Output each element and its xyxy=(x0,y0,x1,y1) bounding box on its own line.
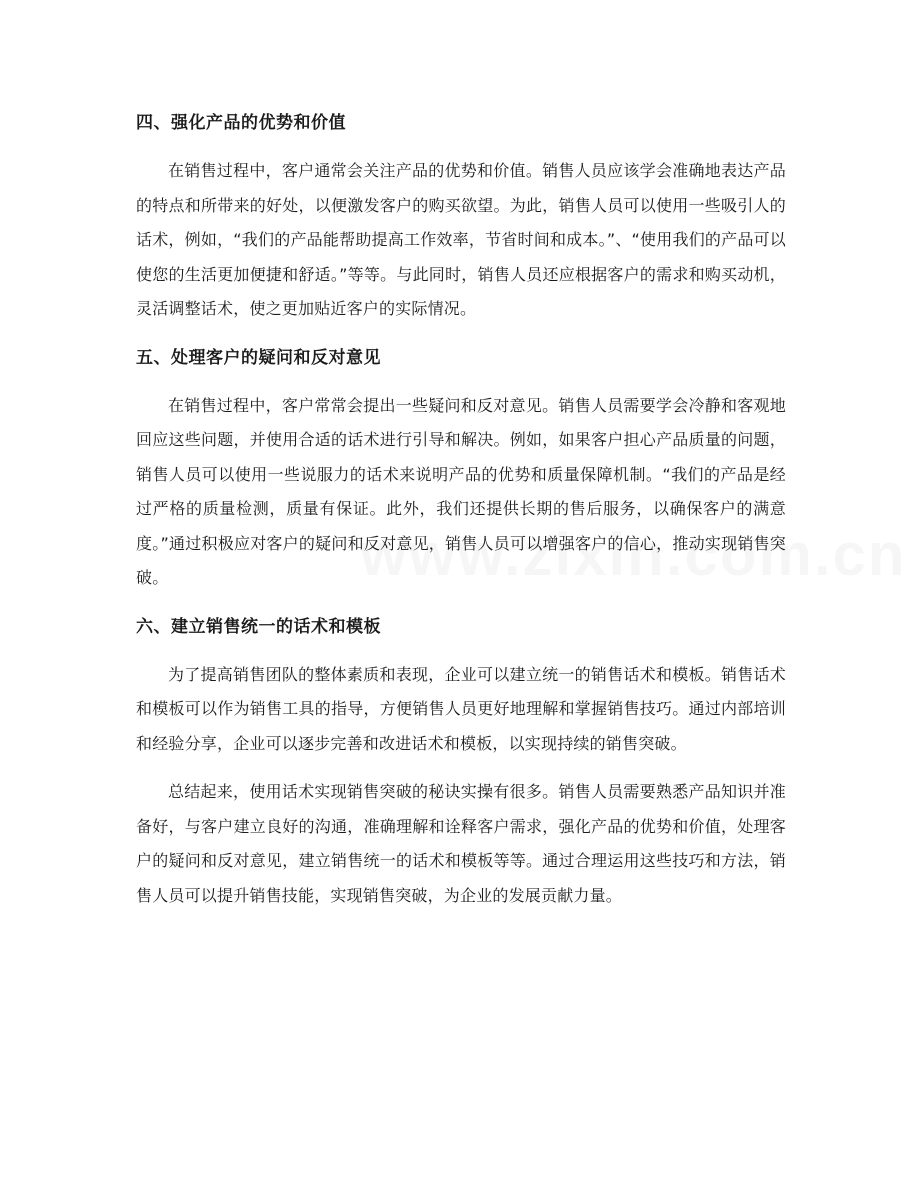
section-heading: 四、强化产品的优势和价值 xyxy=(136,113,346,133)
document-body xyxy=(136,106,786,927)
paragraph: 在销售过程中，客户通常会关注产品的优势和价值。销售人员应该学会准确地表达产品的特点和所带来的好处，以便激发客户的购买欲望。为此，销售人员可以使用一些吸引人的话术，例如，“我们的产品能帮助提高工作效率，节省时间和成本。”、“使用我们的产品可以使您的生活更加便捷和舒适。”等等。与此同时，销售人员还应根据客户的需求和购买动机，灵活调整话术，使之更加贴近客户的实际情况。 xyxy=(136,161,786,318)
section-4 xyxy=(136,106,786,327)
section-heading: 六、建立销售统一的话术和模板 xyxy=(136,616,381,637)
paragraph: 在销售过程中，客户常常会提出一些疑问和反对意见。销售人员需要学会冷静和客观地回应这些问题，并使用合适的话术进行引导和解决。例如，如果客户担心产品质量的问题，销售人员可以使用一些说服力的话术来说明产品的优势和质量保障机制。“我们的产品是经过严格的质量检测，质量有保证。此外，我们还提供长期的售后服务，以确保客户的满意度。”通过积极应对客户的疑问和反对意见，销售人员可以增强客户的信心，推动实现销售突破。 xyxy=(136,395,786,587)
paragraph: 为了提高销售团队的整体素质和表现，企业可以建立统一的销售话术和模板。销售话术和模板可以作为销售工具的指导，方便销售人员更好地理解和掌握销售技巧。通过内部培训和经验分享，企业可以逐步完善和改进话术和模板，以实现持续的销售突破。 xyxy=(136,664,786,753)
section-6 xyxy=(136,610,786,914)
section-5 xyxy=(136,341,786,596)
section-heading: 五、处理客户的疑问和反对意见 xyxy=(136,347,381,368)
summary-paragraph: 总结起来，使用话术实现销售突破的秘诀实操有很多。销售人员需要熟悉产品知识并准备好，与客户建立良好的沟通，准确理解和诠释客户需求，强化产品的优势和价值，处理客户的疑问和反对意见，建立销售统一的话术和模板等等。通过合理运用这些技巧和方法，销售人员可以提升销售技能，实现销售突破，为企业的发展贡献力量。 xyxy=(136,782,786,905)
